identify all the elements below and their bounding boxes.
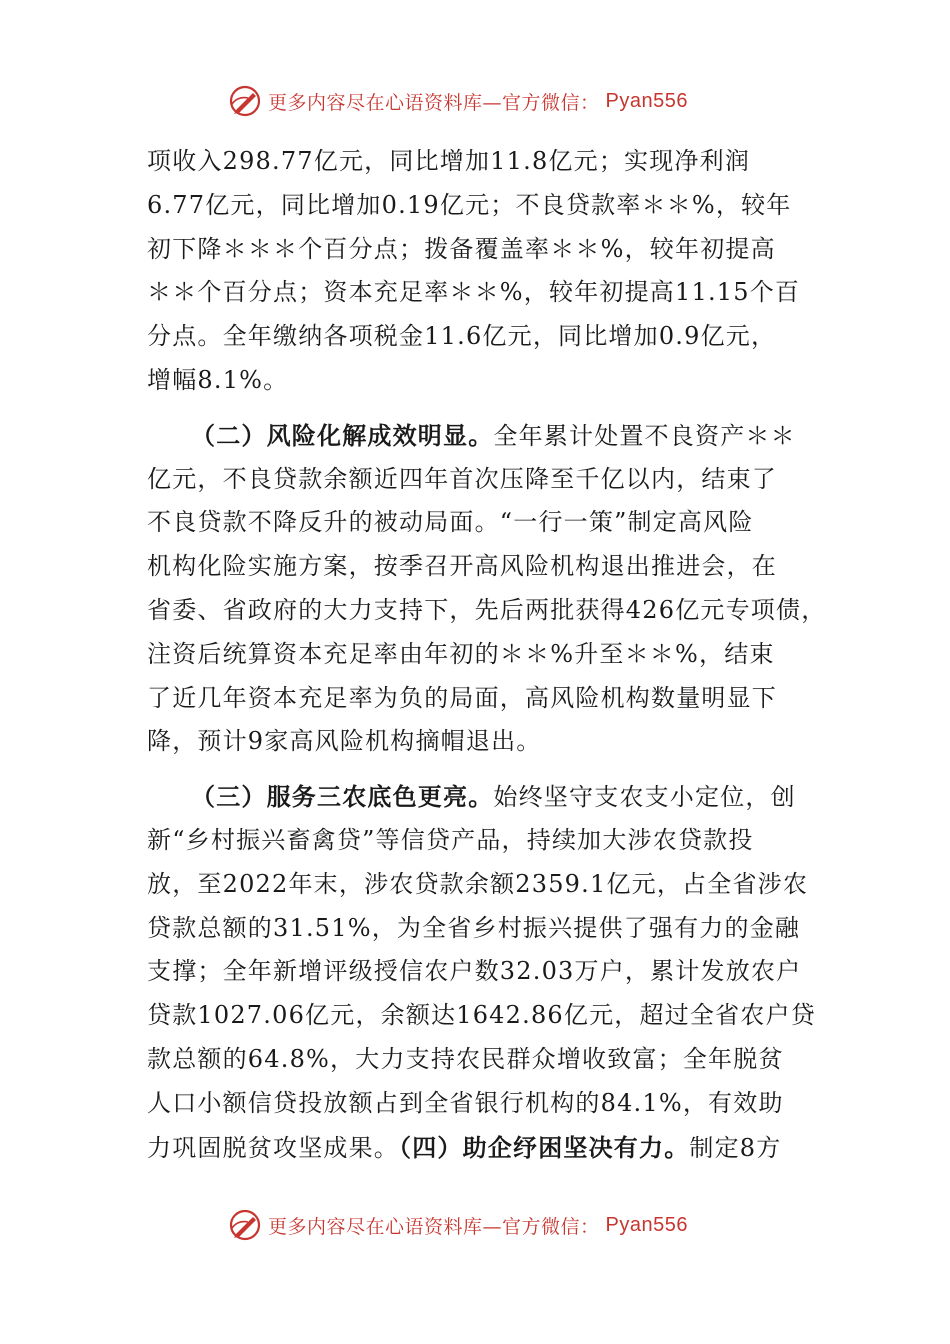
text-line: 亿元，不良贷款余额近四年首次压降至千亿以内，结束了 (147, 464, 777, 493)
document-body (147, 140, 827, 1169)
watermark-bottom (228, 1208, 688, 1242)
text-line: ＊＊个百分点；资本充足率＊＊%，较年初提高11.15个百 (147, 278, 801, 307)
text-line: 贷款总额的31.51%，为全省乡村振兴提供了强有力的金融 (147, 913, 801, 942)
text-line: 款总额的64.8%，大力支持农民群众增收致富；全年脱贫 (147, 1044, 784, 1073)
text-line: 6.77亿元，同比增加0.19亿元；不良贷款率＊＊%，较年 (147, 190, 792, 219)
watermark-wechat-id: Pyan556 (605, 1213, 688, 1236)
watermark-wechat-id: Pyan556 (605, 89, 688, 112)
text-line: 了近几年资本充足率为负的局面，高风险机构数量明显下 (147, 683, 777, 712)
text-line: 初下降＊＊＊个百分点；拨备覆盖率＊＊%，较年初提高 (147, 234, 776, 263)
text-line: 项收入298.77亿元，同比增加11.8亿元；实现净利润 (147, 147, 751, 175)
text-span: 力巩固脱贫攻坚成果。 (147, 1133, 399, 1162)
watermark-top (228, 84, 688, 118)
text-line: 支撑；全年新增评级授信农户数32.03万户，累计发放农户 (147, 957, 802, 986)
text-line: 不良贷款不降反升的被动局面。“一行一策”制定高风险 (147, 508, 754, 537)
text-line: 贷款1027.06亿元，余额达1642.86亿元，超过全省农户贷 (147, 1001, 816, 1030)
section-heading-3: （三）服务三农底色更亮。 (191, 782, 494, 812)
text-line (147, 1126, 827, 1170)
section-heading-4: （四）助企纾困坚决有力。 (399, 1132, 690, 1162)
text-line (147, 775, 827, 819)
text-span: 全年累计处置不良资产＊＊ (493, 421, 796, 450)
text-line: 机构化险实施方案，按季召开高风险机构退出推进会，在 (147, 552, 777, 581)
text-line: 新“乡村振兴畜禽贷”等信贷产品，持续加大涉农贷款投 (147, 825, 754, 854)
pen-logo-icon (228, 84, 262, 118)
text-line: 增幅8.1%。 (147, 365, 289, 394)
text-line (147, 414, 827, 458)
paragraph-2 (147, 414, 827, 764)
text-span: 制定8方 (689, 1133, 782, 1162)
text-line: 注资后统算资本充足率由年初的＊＊%升至＊＊%，结束 (147, 639, 775, 668)
paragraph-1 (147, 140, 827, 403)
text-line: 人口小额信贷投放额占到全省银行机构的84.1%，有效助 (147, 1088, 784, 1117)
text-line: 降，预计9家高风险机构摘帽退出。 (147, 727, 542, 756)
watermark-text: 更多内容尽在心语资料库—官方微信： (268, 1215, 600, 1238)
section-heading-2: （二）风险化解成效明显。 (191, 420, 494, 450)
paragraph-3 (147, 775, 827, 1169)
watermark-text: 更多内容尽在心语资料库—官方微信： (268, 91, 600, 114)
text-span: 始终坚守支农支小定位，创 (493, 783, 796, 812)
text-line: 省委、省政府的大力支持下，先后两批获得426亿元专项债， (147, 595, 827, 624)
pen-logo-icon (228, 1208, 262, 1242)
text-line: 放，至2022年末，涉农贷款余额2359.1亿元，占全省涉农 (147, 869, 809, 898)
text-line: 分点。全年缴纳各项税金11.6亿元，同比增加0.9亿元， (147, 322, 777, 351)
